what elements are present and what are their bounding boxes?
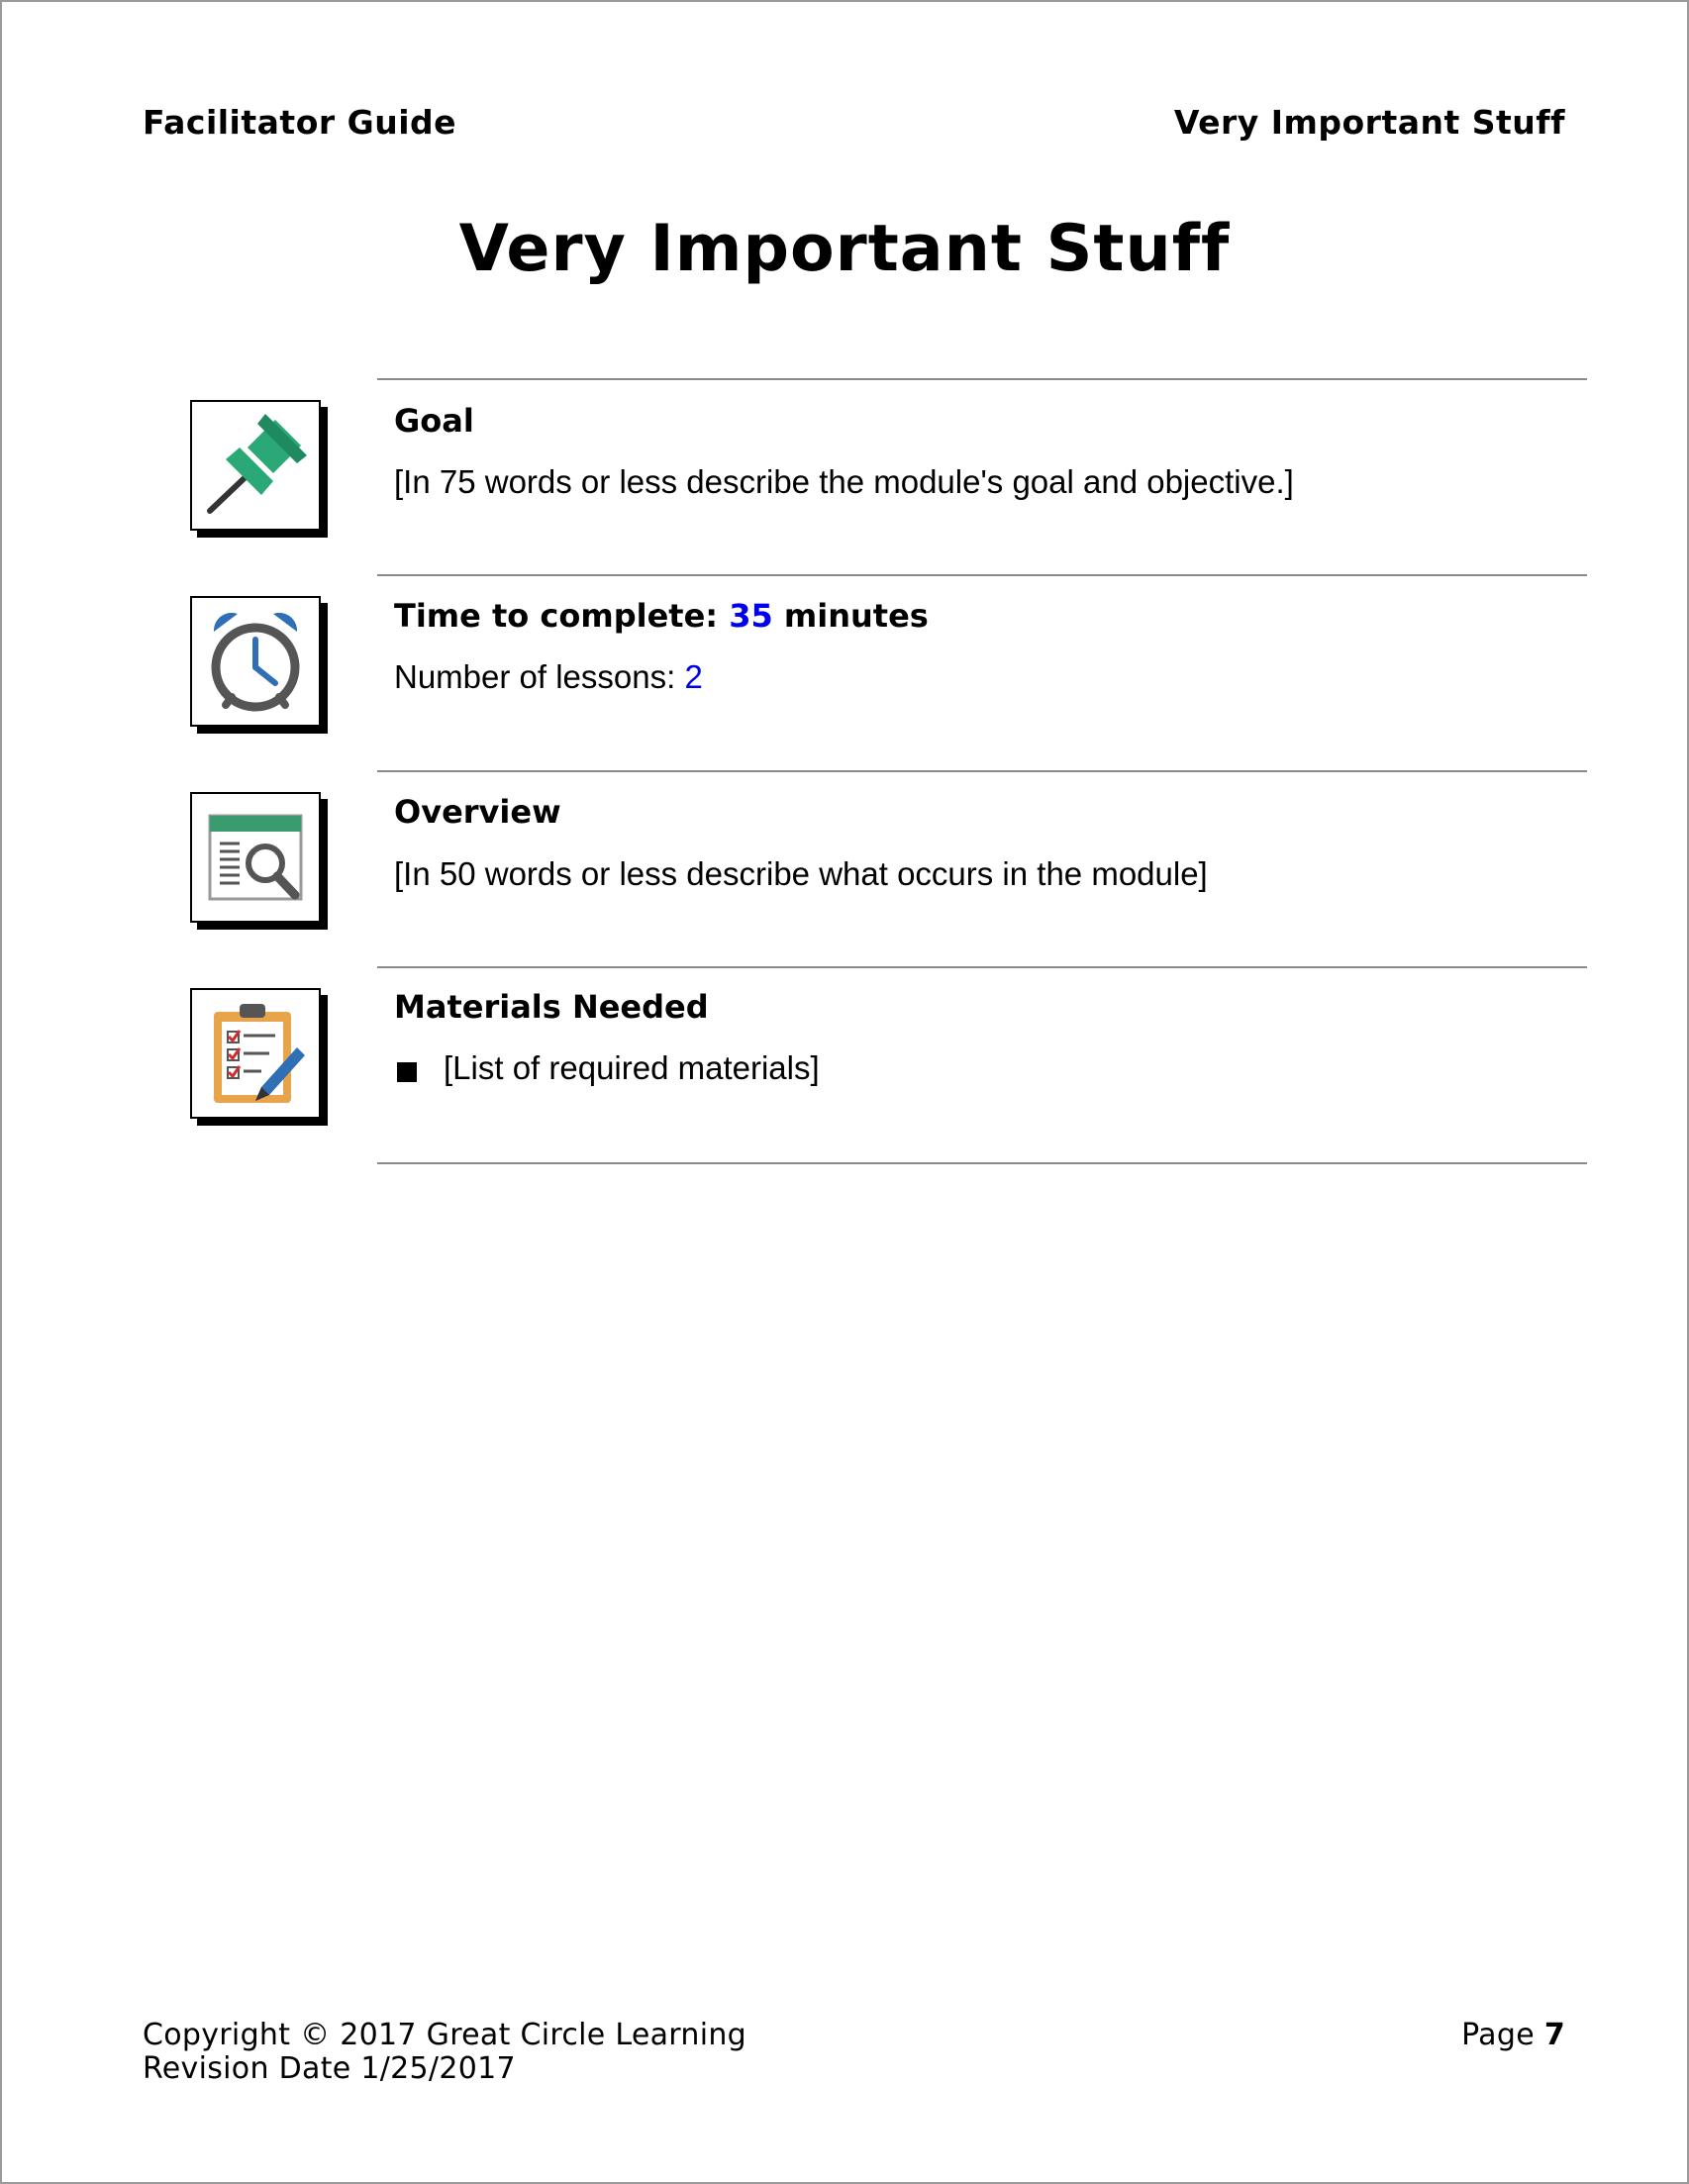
goal-description: [In 75 words or less describe the module's goal and objective.] — [394, 463, 1294, 500]
overview-heading: Overview — [394, 793, 561, 831]
section-divider — [377, 966, 1587, 968]
page-title: Very Important Stuff — [458, 212, 1231, 286]
clipboard-checklist-icon — [190, 988, 321, 1119]
document-search-icon — [190, 792, 321, 923]
section-divider — [377, 1162, 1587, 1164]
lessons-value: 2 — [684, 658, 703, 695]
footer-copyright: Copyright © 2017 Great Circle Learning — [143, 2018, 747, 2052]
lessons-label: Number of lessons: — [394, 658, 685, 695]
alarm-clock-icon — [190, 596, 321, 727]
pushpin-icon — [190, 400, 321, 531]
running-header-left: Facilitator Guide — [143, 103, 457, 142]
lessons-count — [394, 658, 703, 696]
running-header-right: Very Important Stuff — [1173, 103, 1565, 142]
page-label: Page — [1461, 2018, 1544, 2052]
time-to-complete-heading — [394, 597, 929, 635]
overview-description: [In 50 words or less describe what occurs in the module] — [394, 855, 1208, 892]
section-divider — [377, 770, 1587, 772]
section-divider — [377, 574, 1587, 576]
goal-heading: Goal — [394, 402, 474, 440]
bullet-square-icon — [397, 1062, 417, 1082]
time-label-prefix: Time to complete: — [394, 597, 730, 635]
footer-page-number — [1461, 2018, 1565, 2052]
footer-revision-date: Revision Date 1/25/2017 — [143, 2051, 516, 2086]
list-item: [List of required materials] — [444, 1049, 820, 1086]
section-divider — [377, 378, 1587, 380]
time-minutes-value: 35 — [729, 597, 773, 635]
time-label-suffix: minutes — [772, 597, 929, 635]
page-number: 7 — [1543, 2018, 1565, 2052]
materials-heading: Materials Needed — [394, 988, 709, 1026]
